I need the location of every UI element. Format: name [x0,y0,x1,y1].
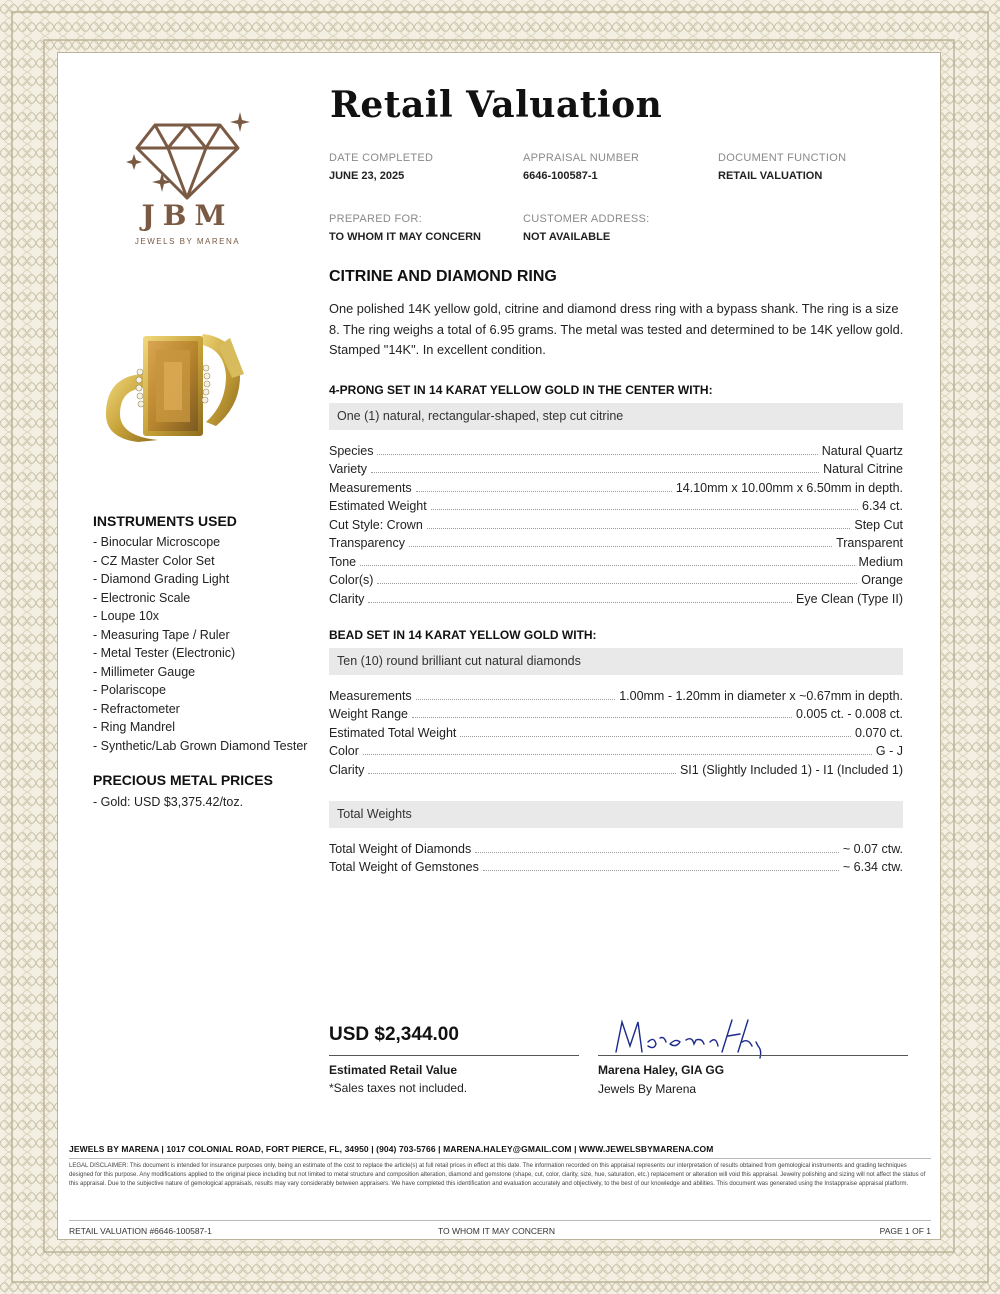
metal-prices-heading: PRECIOUS METAL PRICES [93,772,273,788]
footer-divider [69,1158,931,1159]
metal-prices-list [93,793,243,812]
list-item: - Diamond Grading Light [93,572,230,586]
detail-row: Clarity SI1 (Slightly Included 1) - I1 (Included 1) [329,762,903,777]
ring-photo [98,326,248,446]
list-item: - Ring Mandrel [93,720,175,734]
footer-recipient: TO WHOM IT MAY CONCERN [438,1226,555,1236]
list-item: - Measuring Tape / Ruler [93,627,230,642]
detail-row: Total Weight of Gemstones ~ 6.34 ctw. [329,860,903,874]
detail-row: Species Natural Quartz [329,443,903,458]
appraisal-number-label: APPRAISAL NUMBER [523,152,640,164]
total-weights-details [329,838,903,875]
center-stone-heading: 4-PRONG SET IN 14 KARAT YELLOW GOLD IN THE CENTER WITH: [329,383,713,397]
estimated-value-amount: USD $2,344.00 [329,1024,459,1045]
sales-tax-note: *Sales taxes not included. [329,1081,468,1095]
side-stones-heading: BEAD SET IN 14 KARAT YELLOW GOLD WITH: [329,628,597,642]
appraiser-name: Marena Haley, GIA GG [598,1063,725,1077]
detail-row: Cut Style: Crown Step Cut [329,517,903,532]
document-title: Retail Valuation [330,84,663,126]
instruments-heading: INSTRUMENTS USED [93,513,237,529]
document-function-label: DOCUMENT FUNCTION [718,152,847,164]
logo-tagline: JEWELS BY MARENA [134,237,241,246]
list-item: - Metal Tester (Electronic) [93,646,236,660]
list-item: - Gold: USD $3,375.42/toz. [93,795,244,809]
appraiser-company: Jewels By Marena [598,1082,697,1096]
list-item: - Millimeter Gauge [93,664,196,679]
list-item: - Binocular Microscope [93,535,221,549]
prepared-for-value: TO WHOM IT MAY CONCERN [329,231,481,243]
item-description: One polished 14K yellow gold, citrine and diamond dress ring with a bypass shank. The ring is a size 8. The ring weighs a total of 6.95 grams. The metal was tested and determined to be 14K yellow gold. Stamped "14K". In excellent condition. [329,301,904,357]
logo-monogram: JBM [141,199,234,232]
prepared-for-label: PREPARED FOR: [329,213,422,225]
document-function-value: RETAIL VALUATION [718,170,823,182]
footer-page-number: PAGE 1 OF 1 [879,1226,931,1236]
item-title: CITRINE AND DIAMOND RING [329,268,557,285]
detail-row: Weight Range 0.005 ct. - 0.008 ct. [329,707,903,721]
detail-row: Transparency Transparent [329,536,903,550]
detail-row: Estimated Total Weight 0.070 ct. [329,725,903,740]
center-stone-summary: One (1) natural, rectangular-shaped, step cut citrine [329,403,903,430]
footer-document-id: RETAIL VALUATION #6646-100587-1 [69,1226,212,1236]
total-weights-band: Total Weights [329,801,903,828]
list-item: - Loupe 10x [93,609,160,623]
detail-row: Estimated Weight 6.34 ct. [329,499,903,513]
detail-row: Color(s) Orange [329,573,903,587]
list-item: - Synthetic/Lab Grown Diamond Tester [93,738,308,753]
detail-row: Measurements 14.10mm x 10.00mm x 6.50mm in depth. [329,480,903,495]
detail-row: Measurements 1.00mm - 1.20mm in diameter x ~0.67mm in depth. [329,688,903,703]
customer-address-value: NOT AVAILABLE [523,231,611,243]
detail-row: Clarity Eye Clean (Type II) [329,591,903,606]
side-stones-details [329,685,903,778]
list-item: - Electronic Scale [93,590,191,605]
date-completed-label: DATE COMPLETED [329,152,434,164]
detail-row: Variety Natural Citrine [329,462,903,476]
center-stone-details [329,440,903,607]
signature-rule [598,1055,908,1056]
footer-contact: JEWELS BY MARENA | 1017 COLONIAL ROAD, FORT PIERCE, FL, 34950 | (904) 703-5766 | MARENA.HALEY@GMAIL.COM | WWW.JEWELSBYMARENA.COM [69,1144,714,1154]
side-stones-summary: Ten (10) round brilliant cut natural diamonds [329,648,903,675]
value-rule [329,1055,579,1056]
customer-address-label: CUSTOMER ADDRESS: [523,213,650,225]
instruments-list [93,533,307,755]
detail-row: Total Weight of Diamonds ~ 0.07 ctw. [329,841,903,856]
list-item: - Refractometer [93,701,180,716]
appraisal-number-value: 6646-100587-1 [523,170,598,182]
detail-row: Tone Medium [329,554,903,569]
detail-row: Color G - J [329,744,903,758]
legal-disclaimer: LEGAL DISCLAIMER: This document is intended for insurance purposes only, being an estimate of the cost to replace the article(s) at full retail prices in effect at this date. The information recorded on this appraisal represents our interpretation of results obtained from gemological instruments and grading techniques designed for this purpose. Any modifications applied to the original piece including but not limited to metal structure and composition alteration, diamond and gemstone (shape, cut, color, clarity, size, hue, saturation, etc.) replacement or alteration will void this appraisal. Jewelry polishing and sizing will not affect the status of this appraisal. Due to the subjective nature of gemological appraisals, results may vary considerably between appraisers. We have completed this identification and evaluation accurately and objectively, to the best of our knowledge and abilities. This document was generated using the Instappraise appraisal platform. [69,1163,926,1187]
list-item: - CZ Master Color Set [93,553,215,568]
estimated-value-label: Estimated Retail Value [329,1063,458,1077]
date-completed-value: JUNE 23, 2025 [329,170,405,182]
footer-divider [69,1220,931,1221]
list-item: - Polariscope [93,683,166,697]
